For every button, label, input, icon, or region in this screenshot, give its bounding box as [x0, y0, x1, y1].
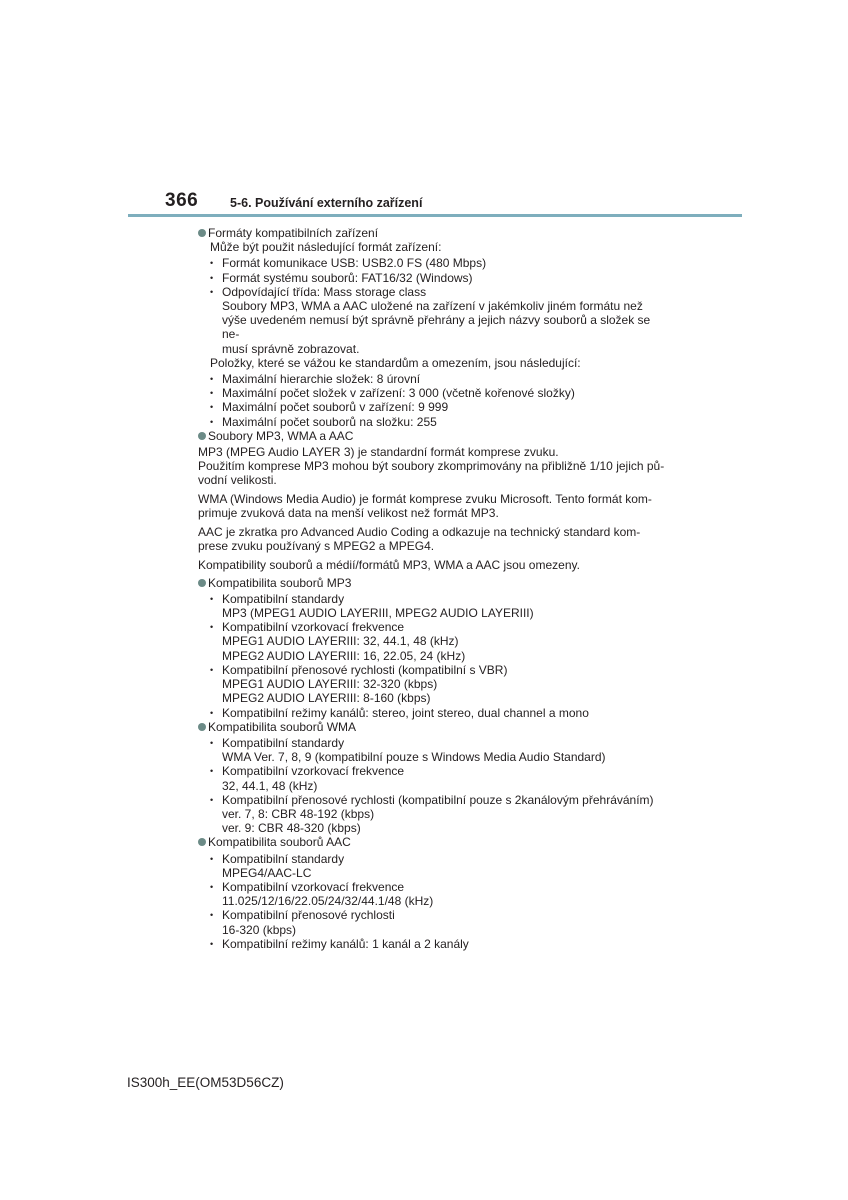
- wma-list: [198, 736, 668, 835]
- files-paragraph-3: [198, 525, 668, 553]
- list-item: [198, 736, 668, 764]
- heading-text: Kompatibilita souborů AAC: [208, 835, 351, 850]
- list-item: • Maximální počet souborů v zařízení: 9 999: [198, 400, 668, 414]
- formats-intro: Může být použit následující formát zařízení:: [210, 240, 442, 255]
- bullet-dot-icon: [198, 723, 206, 731]
- heading-text: Kompatibilita souborů MP3: [208, 575, 352, 590]
- list-item: [198, 663, 668, 706]
- item-value: MPEG2 AUDIO LAYERIII: 16, 22.05, 24 (kHz): [222, 648, 466, 663]
- bullet-dot-icon: [198, 838, 206, 846]
- files-heading: [198, 429, 668, 443]
- list-item: [198, 620, 668, 663]
- formats-list: [198, 256, 668, 355]
- list-item: • Maximální počet souborů na složku: 255: [198, 415, 668, 429]
- bullet-dot-icon: [198, 579, 206, 587]
- list-item: [198, 764, 668, 792]
- list-item: [198, 880, 668, 908]
- item-label: Kompatibilní vzorkovací frekvence: [222, 879, 405, 894]
- list-item: [198, 285, 668, 356]
- list-item: • Kompatibilní režimy kanálů: 1 kanál a 2 kanály: [198, 937, 668, 951]
- heading-text: Soubory MP3, WMA a AAC: [208, 428, 354, 443]
- text-line: vodní velikosti.: [198, 473, 277, 488]
- list-item: [198, 852, 668, 880]
- item-label: Kompatibilní standardy: [222, 851, 345, 866]
- item-value: ver. 9: CBR 48-320 (kbps): [222, 821, 361, 836]
- list-item: [198, 592, 668, 620]
- list-item: • Kompatibilní režimy kanálů: stereo, joint stereo, dual channel a mono: [198, 706, 668, 720]
- text-line: Použitím komprese MP3 mohou být soubory zkomprimovány na přibližně 1/10 jejich pů-: [198, 459, 665, 474]
- item-value: MPEG1 AUDIO LAYERIII: 32-320 (kbps): [222, 677, 438, 692]
- list-item: [198, 908, 668, 936]
- item-label: Kompatibilní přenosové rychlosti: [222, 908, 395, 923]
- header-rule: [128, 214, 742, 217]
- content: [198, 226, 668, 951]
- text-line: AAC je zkratka pro Advanced Audio Coding a odkazuje na technický standard kom-: [198, 525, 641, 540]
- item-value: MP3 (MPEG1 AUDIO LAYERIII, MPEG2 AUDIO LAYERIII): [222, 606, 534, 621]
- list-item: • Maximální hierarchie složek: 8 úrovní: [198, 372, 668, 386]
- heading-text: Kompatibilita souborů WMA: [208, 719, 357, 734]
- item-label: Kompatibilní standardy: [222, 591, 345, 606]
- item-label: Kompatibilní přenosové rychlosti (kompatibilní s VBR): [222, 662, 508, 677]
- files-paragraph-2: [198, 492, 668, 520]
- section-title: 5-6. Používání externího zařízení: [230, 196, 423, 210]
- list-item: • Maximální počet složek v zařízení: 3 000 (včetně kořenové složky): [198, 386, 668, 400]
- item-text: Odpovídající třída: Mass storage class: [222, 284, 427, 299]
- note-line: musí správně zobrazovat.: [222, 341, 360, 356]
- item-label: Kompatibilní vzorkovací frekvence: [222, 620, 405, 635]
- item-value: MPEG4/AAC-LC: [222, 865, 312, 880]
- footer-code: IS300h_EE(OM53D56CZ): [127, 1075, 284, 1090]
- files-paragraph-1: [198, 445, 668, 488]
- text-line: prese zvuku používaný s MPEG2 a MPEG4.: [198, 539, 435, 554]
- bullet-dot-icon: [198, 229, 206, 237]
- text-line: MP3 (MPEG Audio LAYER 3) je standardní formát komprese zvuku.: [198, 445, 559, 460]
- aac-heading: [198, 835, 668, 849]
- files-paragraph-4: Kompatibility souborů a médií/formátů MP3, WMA a AAC jsou omezeny.: [198, 558, 580, 573]
- item-value: WMA Ver. 7, 8, 9 (kompatibilní pouze s Windows Media Audio Standard): [222, 750, 606, 765]
- mp3-list: [198, 592, 668, 720]
- aac-list: [198, 852, 668, 951]
- formats-heading: [198, 226, 668, 240]
- item-label: Kompatibilní vzorkovací frekvence: [222, 764, 405, 779]
- list-item: • Formát systému souborů: FAT16/32 (Windows): [198, 271, 668, 285]
- limits-list: [198, 372, 668, 429]
- limits-intro: Položky, které se vážou ke standardům a omezením, jsou následující:: [210, 355, 581, 370]
- item-value: 32, 44.1, 48 (kHz): [222, 778, 318, 793]
- item-value: 16-320 (kbps): [222, 922, 297, 937]
- item-value: MPEG2 AUDIO LAYERIII: 8-160 (kbps): [222, 691, 431, 706]
- bullet-dot-icon: [198, 432, 206, 440]
- list-item: [198, 793, 668, 836]
- item-value: MPEG1 AUDIO LAYERIII: 32, 44.1, 48 (kHz): [222, 634, 459, 649]
- wma-heading: [198, 720, 668, 734]
- item-value: ver. 7, 8: CBR 48-192 (kbps): [222, 806, 375, 821]
- note-line: Soubory MP3, WMA a AAC uložené na zařízení v jakémkoliv jiném formátu než: [222, 299, 643, 314]
- page-number: 366: [165, 190, 199, 211]
- note-line: výše uvedeném nemusí být správně přehrány a jejich názvy souborů a složek se ne-: [222, 313, 651, 342]
- item-label: Kompatibilní přenosové rychlosti (kompatibilní pouze s 2kanálovým přehráváním): [222, 792, 654, 807]
- text-line: WMA (Windows Media Audio) je formát komprese zvuku Microsoft. Tento formát kom-: [198, 491, 652, 506]
- mp3-heading: [198, 576, 668, 590]
- heading-text: Formáty kompatibilních zařízení: [208, 226, 379, 240]
- list-item: • Formát komunikace USB: USB2.0 FS (480 Mbps): [198, 256, 668, 270]
- item-label: Kompatibilní standardy: [222, 735, 345, 750]
- text-line: primuje zvuková data na menší velikost než formát MP3.: [198, 505, 499, 520]
- item-value: 11.025/12/16/22.05/24/32/44.1/48 (kHz): [222, 894, 434, 909]
